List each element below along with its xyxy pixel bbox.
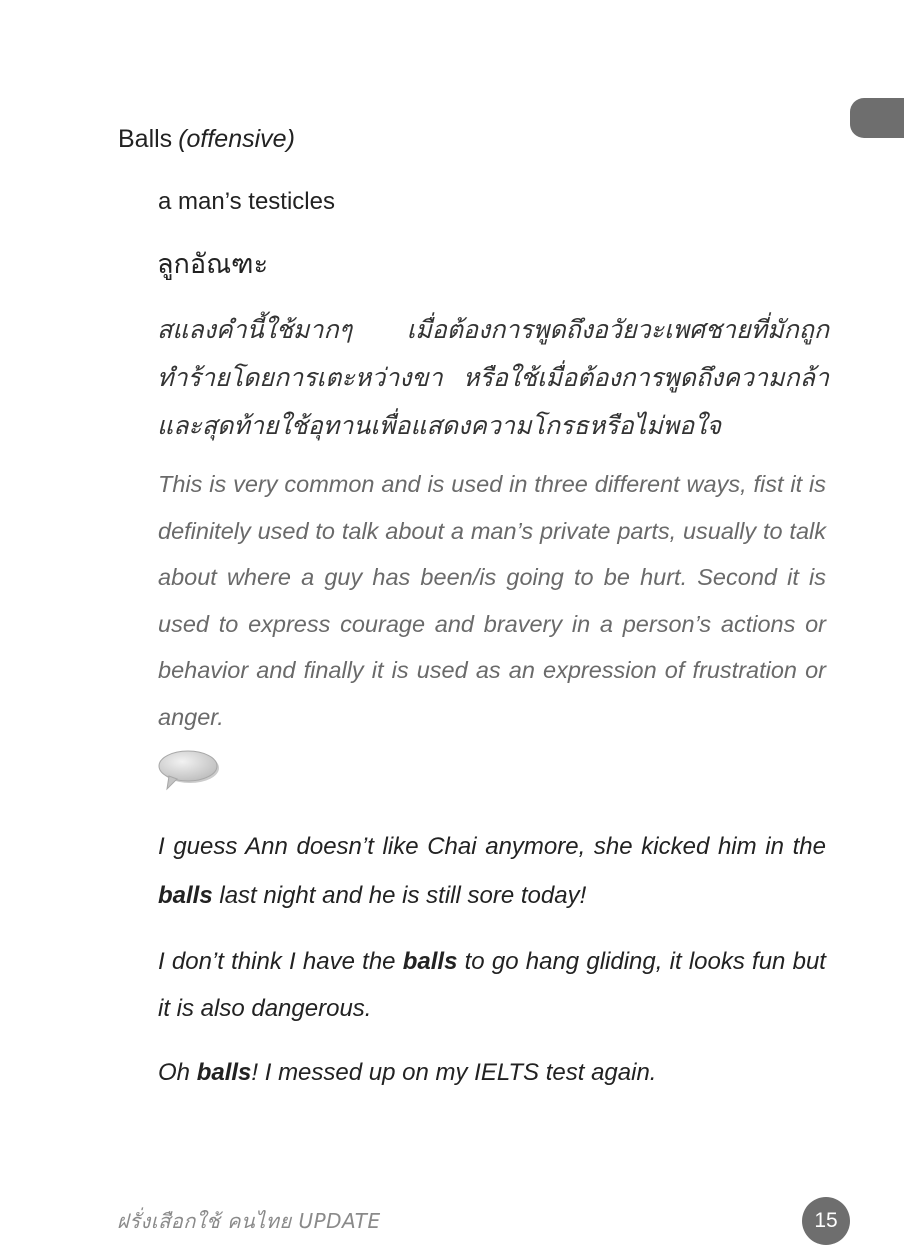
speech-bubble-icon bbox=[157, 748, 221, 792]
entry-term: Balls bbox=[118, 125, 173, 153]
example-keyword: balls bbox=[402, 948, 458, 975]
example-text: to go hang gliding, it looks fun but it is also dangerous. bbox=[158, 948, 826, 1022]
example-text: Oh bbox=[158, 1059, 197, 1086]
chapter-tab bbox=[850, 98, 904, 138]
thai-translation: ลูกอัณฑะ bbox=[157, 249, 269, 280]
example-text: I don’t think I have the bbox=[158, 948, 403, 975]
thai-explanation: สแลงคำนี้ใช้มากๆ เมื่อต้องการพูดถึงอวัยวะเพศชายที่มักถูกทำร้ายโดยการเตะหว่างขา หรือใช้เมื่อต้องการพูดถึงความกล้าและสุดท้ายใช้อุทานเพื่อแสดงความโกรธหรือไม่พอใจ bbox=[157, 315, 829, 440]
example-sentence-2 bbox=[158, 938, 826, 1032]
example-text: last night and he is still sore today! bbox=[212, 882, 587, 909]
example-keyword: balls bbox=[196, 1059, 252, 1086]
example-text: I guess Ann doesn’t like Chai anymore, she kicked him in the bbox=[158, 833, 826, 860]
page-number: 15 bbox=[802, 1197, 850, 1245]
entry-title bbox=[118, 122, 295, 156]
example-sentence-3 bbox=[158, 1050, 826, 1096]
example-keyword: balls bbox=[158, 882, 213, 909]
entry-label: (offensive) bbox=[178, 125, 295, 153]
footer-book-title: ฝรั่งเสือกใช้ คนไทย UPDATE bbox=[117, 1209, 381, 1233]
example-text: ! I messed up on my IELTS test again. bbox=[251, 1059, 657, 1086]
example-sentence-1 bbox=[158, 822, 826, 920]
entry-definition: a man’s testicles bbox=[158, 188, 335, 215]
english-explanation: This is very common and is used in three different ways, fist it is definitely used to talk about a man’s private parts, usually to talk about where a guy has been/is going to be hurt. Second it is used to express courage and bravery in a person’s actions or behavior and finally it is used as an expression of frustration or anger. bbox=[158, 471, 826, 730]
